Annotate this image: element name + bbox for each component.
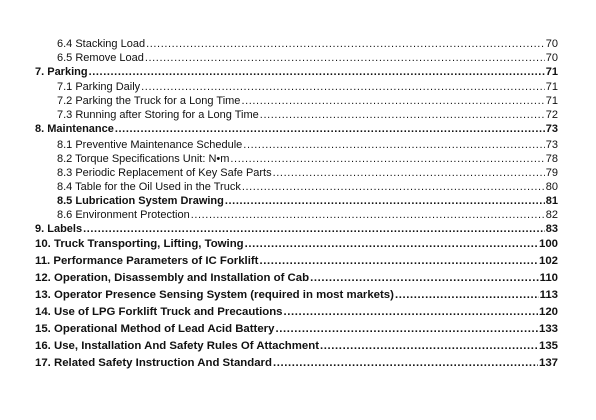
toc-entry-label: 7.2 Parking the Truck for a Long Time xyxy=(57,95,241,107)
toc-entry-label: 8.1 Preventive Maintenance Schedule xyxy=(57,139,243,151)
toc-entry-page: 70 xyxy=(545,52,558,64)
toc-entry-label: 7.3 Running after Storing for a Long Time xyxy=(57,109,259,121)
toc-entry-page: 71 xyxy=(545,66,558,78)
toc-entry-page: 81 xyxy=(545,195,558,207)
toc-entry-page: 133 xyxy=(538,323,558,335)
toc-dot-leader xyxy=(320,338,538,354)
toc-entry-label: 8. Maintenance xyxy=(35,123,114,135)
toc-entry-16[interactable] xyxy=(35,338,558,354)
toc-entry-page: 72 xyxy=(545,109,558,121)
toc-entry-page: 79 xyxy=(545,167,558,179)
toc-entry-page: 102 xyxy=(538,255,558,267)
toc-entry-label: 11. Performance Parameters of IC Forklift xyxy=(35,255,259,267)
toc-dot-leader xyxy=(310,270,539,286)
toc-dot-leader xyxy=(259,253,538,269)
toc-entry-label: 8.4 Table for the Oil Used in the Truck xyxy=(57,181,241,193)
toc-dot-leader xyxy=(395,287,539,303)
toc-entry-label: 8.6 Environment Protection xyxy=(57,209,190,221)
toc-entry-label: 16. Use, Installation And Safety Rules Of Attachment xyxy=(35,340,319,352)
toc-entry-label: 14. Use of LPG Forklift Truck and Precautions xyxy=(35,306,283,318)
toc-entry-page: 70 xyxy=(545,38,558,50)
toc-entry-page: 100 xyxy=(538,238,558,250)
toc-entry-17[interactable] xyxy=(35,355,558,371)
toc-entry-label: 12. Operation, Disassembly and Installation of Cab xyxy=(35,272,310,284)
toc-entry-label: 17. Related Safety Instruction And Standard xyxy=(35,357,272,369)
toc-entry-page: 73 xyxy=(545,123,558,135)
toc-dot-leader xyxy=(245,236,538,252)
toc-entry-label: 13. Operator Presence Sensing System (required in most markets) xyxy=(35,289,394,301)
toc-entry-page: 80 xyxy=(545,181,558,193)
toc-entry-11[interactable] xyxy=(35,253,558,269)
toc-entry-page: 82 xyxy=(545,209,558,221)
toc-entry-9[interactable] xyxy=(35,221,558,237)
toc-entry-page: 120 xyxy=(538,306,558,318)
toc-entry-12[interactable] xyxy=(35,270,558,286)
toc-entry-page: 73 xyxy=(545,139,558,151)
toc-entry-label: 8.5 Lubrication System Drawing xyxy=(57,195,224,207)
toc-dot-leader xyxy=(115,121,545,137)
toc-entry-page: 83 xyxy=(545,223,558,235)
toc-entry-10[interactable] xyxy=(35,236,558,252)
toc-entry-label: 6.4 Stacking Load xyxy=(57,38,146,50)
toc-entry-7[interactable] xyxy=(35,64,558,80)
toc-entry-label: 8.3 Periodic Replacement of Key Safe Parts xyxy=(57,167,272,179)
toc-entry-page: 71 xyxy=(545,95,558,107)
toc-entry-page: 78 xyxy=(545,153,558,165)
toc-entry-label: 9. Labels xyxy=(35,223,83,235)
toc-entry-label: 7.1 Parking Daily xyxy=(57,81,141,93)
toc-entry-page: 137 xyxy=(538,357,558,369)
toc-entry-label: 6.5 Remove Load xyxy=(57,52,144,64)
toc-dot-leader xyxy=(275,321,538,337)
toc-dot-leader xyxy=(83,221,545,237)
toc-dot-leader xyxy=(89,64,545,80)
toc-entry-8[interactable] xyxy=(35,121,558,137)
toc-entry-page: 110 xyxy=(539,272,558,284)
toc-entry-label: 7. Parking xyxy=(35,66,88,78)
toc-entry-13[interactable] xyxy=(35,287,558,303)
toc-entry-page: 113 xyxy=(539,289,558,301)
toc-entry-14[interactable] xyxy=(35,304,558,320)
toc-entry-label: 10. Truck Transporting, Lifting, Towing xyxy=(35,238,244,250)
toc-dot-leader xyxy=(273,355,538,371)
toc-entry-page: 135 xyxy=(538,340,558,352)
toc-entry-15[interactable] xyxy=(35,321,558,337)
toc-entry-label: 15. Operational Method of Lead Acid Battery xyxy=(35,323,275,335)
toc-entry-label: 8.2 Torque Specifications Unit: N•m xyxy=(57,153,230,165)
toc-entry-page: 71 xyxy=(545,81,558,93)
toc-dot-leader xyxy=(284,304,538,320)
